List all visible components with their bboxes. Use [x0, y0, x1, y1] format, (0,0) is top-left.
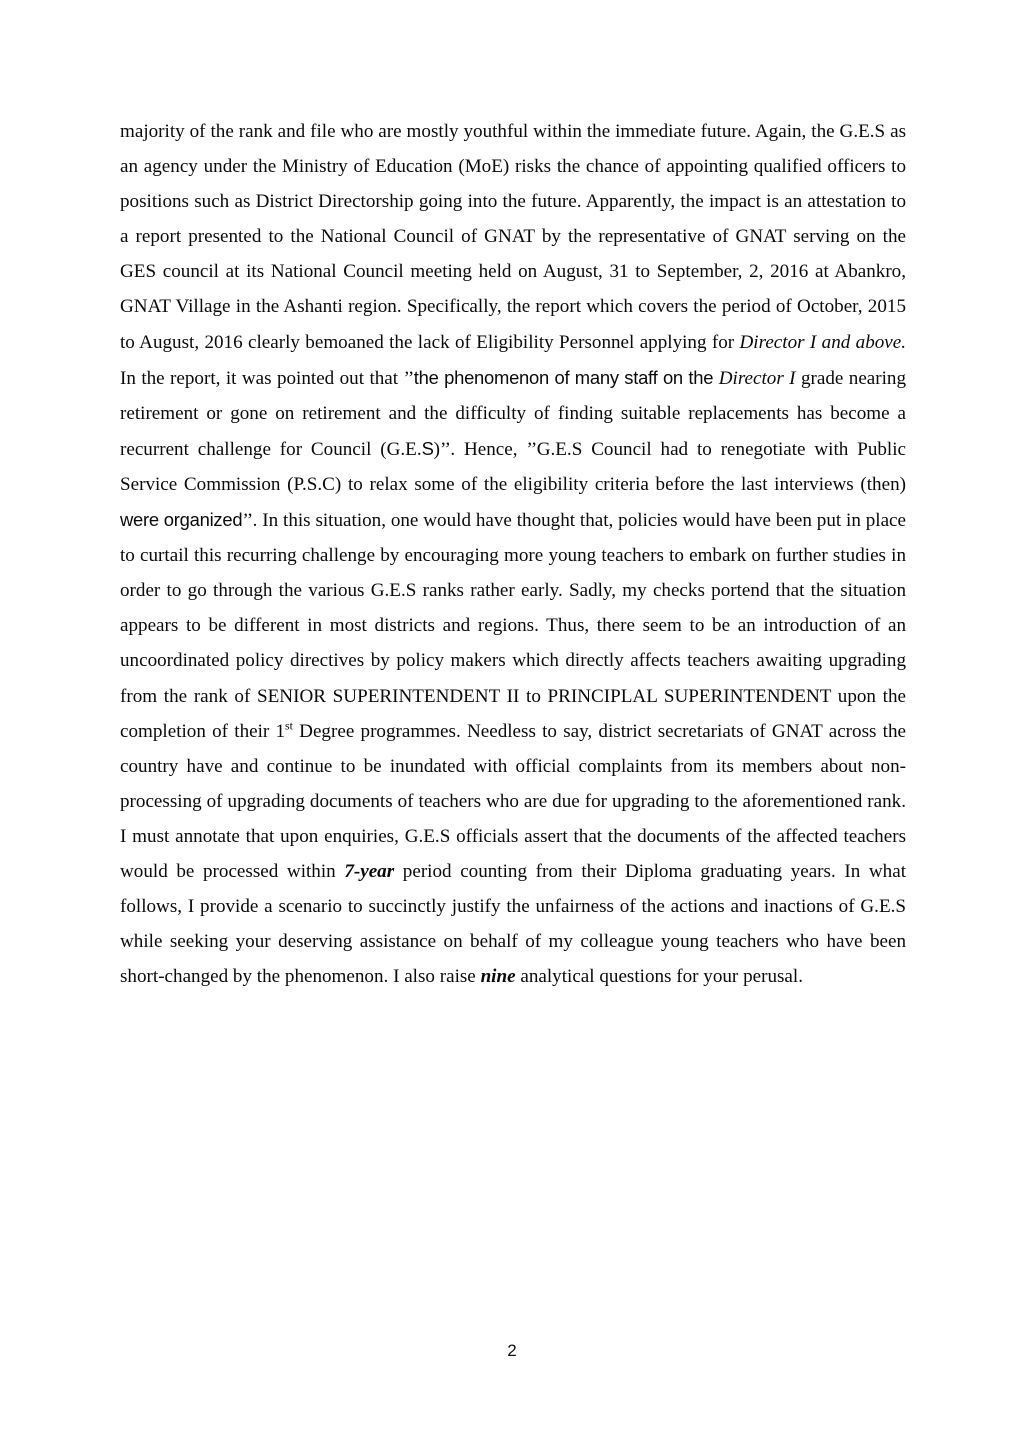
text-run-bold-italic: nine — [480, 966, 516, 988]
text-run-normal: analytical questions for your perusal. — [515, 966, 803, 988]
text-run-normal: In the report, it was pointed out that — [120, 367, 404, 389]
text-run-bold-italic: 7-year — [344, 860, 395, 882]
text-run-sans-condensed: S — [421, 437, 434, 459]
text-run-normal: ) — [433, 438, 441, 460]
page-number: 2 — [507, 1341, 517, 1360]
body-paragraph — [120, 114, 906, 994]
text-run-normal: . Hence, — [450, 438, 527, 460]
text-run-sans-condensed: the phenomenon of many staff on the — [413, 366, 719, 388]
text-run-quote: ’’ — [526, 438, 537, 460]
text-run-normal: grade nearing retirement or gone on retirement and the difficulty of finding suitable replacements has become a recurrent challenge for Council (G.E. — [120, 367, 907, 460]
text-run-sans-condensed: were organized — [120, 509, 243, 531]
text-run-normal: period counting from their Diploma graduating years. In what follows, I provide a scenario to succinctly justify the unfairness of the actions and inactions of G.E.S while seeking your deserving assistance on behalf of my colleague young teachers who have been short-changed by the phenomenon. I also raise — [120, 860, 907, 988]
text-run-normal: . In this situation, one would have thought that, policies would have been put in place to curtail this recurring challenge by encouraging more young teachers to embark on further studies in order to go through the various G.E.S ranks rather early. Sadly, my checks portend that the situation appears to be different in most districts and regions. Thus, there seem to be an introduction of an uncoordinated policy directives by policy makers which directly affects teachers awaiting upgrading from the rank of SENIOR SUPERINTENDENT II to PRINCIPLAL SUPERINTENDENT upon the completion of their 1 — [120, 510, 906, 742]
text-run-italic: Director I — [718, 367, 796, 389]
text-run-quote: ’’ — [403, 367, 414, 389]
text-run-normal: Degree programmes. Needless to say, district secretariats of GNAT across the country have and continue to be inundated with official complaints from its members about non-processing of upgrading documents of teachers who are due for upgrading to the aforementioned rank. I must annotate that upon enquiries, G.E.S officials assert that the documents of the affected teachers would be processed within — [120, 720, 906, 882]
body-text-column — [120, 114, 906, 994]
text-run-normal: majority of the rank and file who are mostly youthful within the immediate future. Again, the G.E.S as an agency under the Ministry of Education (MoE) risks the chance of appointing qualified officers to positions such as District Directorship going into the future. Apparently, the impact is an attestation to a report presented to the National Council of GNAT by the representative of GNAT serving on the GES council at its National Council meeting held on August, 31 to September, 2, 2016 at Abankro, GNAT Village in the Ashanti region. Specifically, the report which covers the period of October, 2015 to August, 2016 clearly bemoaned the lack of Eligibility Personnel applying for — [120, 121, 906, 353]
text-run-quote: ’’ — [440, 438, 451, 460]
text-run-superscript: st — [285, 718, 293, 733]
text-run-quote: ’’ — [242, 510, 253, 532]
text-run-normal: G.E.S Council had to renegotiate with Public Service Commission (P.S.C) to relax some of the eligibility criteria before the last interviews (then) — [120, 438, 906, 495]
text-run-italic: Director I and above. — [739, 331, 907, 353]
